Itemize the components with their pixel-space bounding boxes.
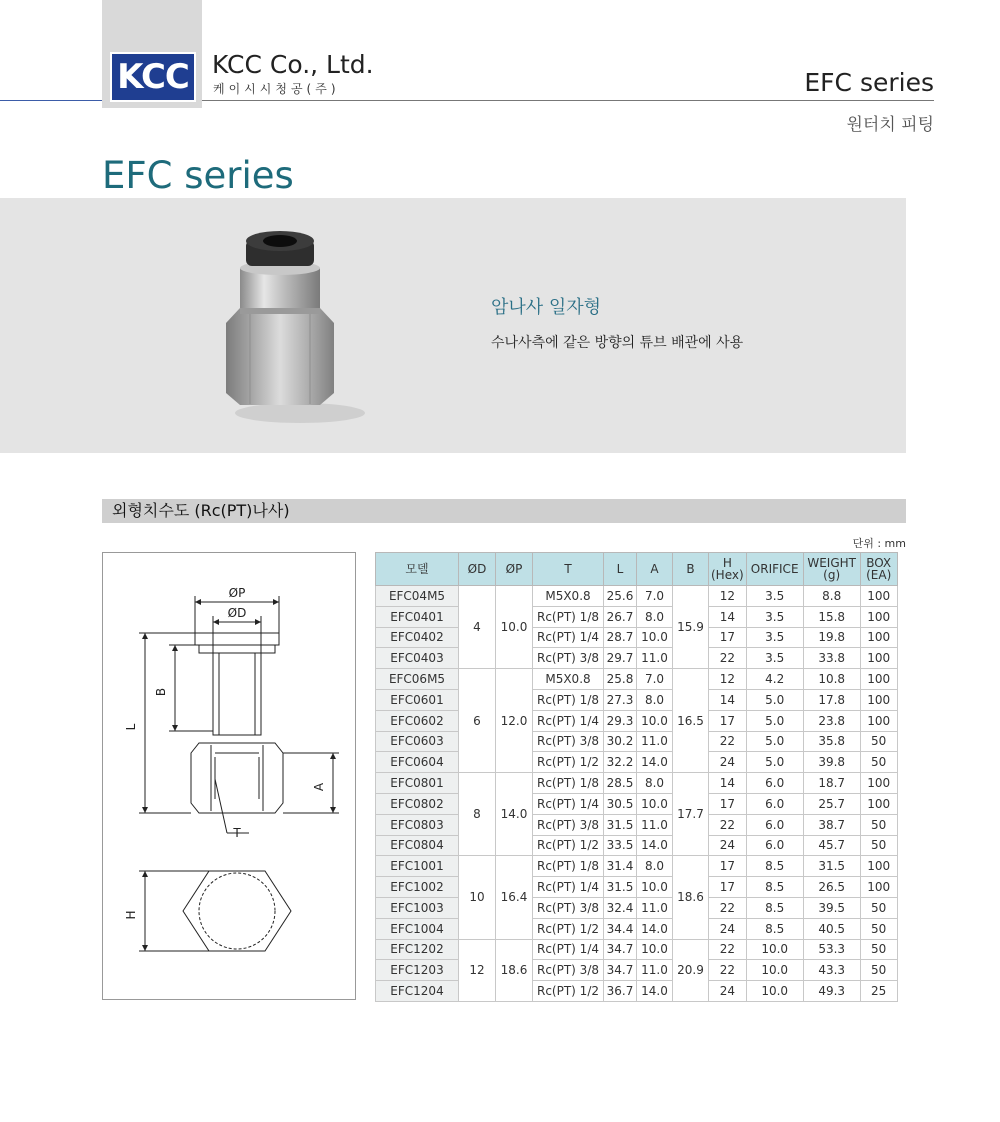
cell-l: 27.3 [604,689,637,710]
dimension-drawing [102,552,356,1000]
spec-table-body [376,586,898,1002]
cell-t: Rc(PT) 1/4 [533,877,604,898]
cell-h: 17 [709,710,747,731]
cell-od: 12 [459,939,496,1001]
cell-a: 11.0 [637,814,673,835]
table-row [376,981,898,1002]
cell-orifice: 8.5 [746,918,803,939]
cell-l: 31.5 [604,877,637,898]
cell-weight: 19.8 [803,627,860,648]
cell-a: 11.0 [637,648,673,669]
table-row [376,856,898,877]
page-title: EFC series [102,154,294,197]
table-row [376,793,898,814]
table-row [376,939,898,960]
cell-od: 10 [459,856,496,939]
cell-h: 22 [709,897,747,918]
company-logo [110,52,196,102]
cell-a: 10.0 [637,710,673,731]
cell-h: 22 [709,939,747,960]
cell-orifice: 3.5 [746,586,803,607]
cell-h: 12 [709,669,747,690]
cell-op: 12.0 [496,669,533,773]
cell-model: EFC1202 [376,939,459,960]
header-l: L [604,553,637,586]
cell-l: 36.7 [604,981,637,1002]
cell-t: Rc(PT) 1/8 [533,689,604,710]
cell-h: 14 [709,773,747,794]
cell-t: Rc(PT) 1/4 [533,939,604,960]
cell-model: EFC0601 [376,689,459,710]
header-divider-accent [0,100,102,101]
cell-l: 25.8 [604,669,637,690]
cell-a: 8.0 [637,606,673,627]
cell-box: 100 [860,856,897,877]
series-label: EFC series [804,68,934,97]
cell-box: 100 [860,877,897,898]
cell-t: Rc(PT) 1/4 [533,710,604,731]
cell-box: 50 [860,960,897,981]
cell-model: EFC1204 [376,981,459,1002]
header-weight: WEIGHT (g) [803,553,860,586]
cell-b: 17.7 [673,773,709,856]
cell-l: 31.4 [604,856,637,877]
cell-weight: 53.3 [803,939,860,960]
header-model: 모델 [376,553,459,586]
cell-a: 14.0 [637,752,673,773]
cell-box: 100 [860,648,897,669]
cell-orifice: 8.5 [746,877,803,898]
cell-b: 16.5 [673,669,709,773]
cell-box: 100 [860,689,897,710]
cell-box: 100 [860,710,897,731]
cell-model: EFC1002 [376,877,459,898]
cell-h: 22 [709,814,747,835]
cell-h: 24 [709,752,747,773]
cell-model: EFC0803 [376,814,459,835]
cell-od: 8 [459,773,496,856]
cell-t: Rc(PT) 1/8 [533,773,604,794]
cell-a: 11.0 [637,897,673,918]
cell-b: 18.6 [673,856,709,939]
cell-box: 50 [860,918,897,939]
cell-model: EFC0602 [376,710,459,731]
header-t: T [533,553,604,586]
cell-model: EFC1003 [376,897,459,918]
cell-l: 34.7 [604,939,637,960]
table-row [376,669,898,690]
product-description: 수나사측에 같은 방향의 튜브 배관에 사용 [491,335,744,351]
cell-h: 24 [709,835,747,856]
spec-table [375,552,898,1002]
table-row [376,689,898,710]
cell-h: 14 [709,689,747,710]
table-row [376,752,898,773]
cell-t: Rc(PT) 1/2 [533,918,604,939]
cell-l: 32.2 [604,752,637,773]
cell-t: Rc(PT) 1/8 [533,606,604,627]
table-header-row [376,553,898,586]
cell-weight: 40.5 [803,918,860,939]
cell-l: 26.7 [604,606,637,627]
cell-model: EFC06M5 [376,669,459,690]
cell-weight: 35.8 [803,731,860,752]
cell-weight: 8.8 [803,586,860,607]
cell-l: 33.5 [604,835,637,856]
cell-box: 100 [860,793,897,814]
table-row [376,710,898,731]
cell-weight: 15.8 [803,606,860,627]
section-title: 외형치수도 (Rc(PT)나사) [112,501,290,520]
cell-t: Rc(PT) 1/2 [533,752,604,773]
cell-model: EFC0801 [376,773,459,794]
table-row [376,606,898,627]
cell-weight: 31.5 [803,856,860,877]
header-b: B [673,553,709,586]
cell-orifice: 5.0 [746,710,803,731]
cell-box: 25 [860,981,897,1002]
cell-op: 14.0 [496,773,533,856]
cell-h: 24 [709,918,747,939]
cell-t: Rc(PT) 1/2 [533,835,604,856]
table-row [376,648,898,669]
cell-orifice: 10.0 [746,981,803,1002]
cell-a: 11.0 [637,960,673,981]
dim-label-h: H [124,910,138,920]
cell-t: Rc(PT) 1/8 [533,856,604,877]
cell-weight: 38.7 [803,814,860,835]
cell-box: 100 [860,606,897,627]
cell-h: 12 [709,586,747,607]
cell-box: 50 [860,897,897,918]
cell-h: 24 [709,981,747,1002]
header-h: H (Hex) [709,553,747,586]
cell-l: 30.5 [604,793,637,814]
product-hero [0,198,906,453]
table-row [376,586,898,607]
cell-weight: 39.8 [803,752,860,773]
cell-model: EFC0401 [376,606,459,627]
cell-l: 29.7 [604,648,637,669]
cell-a: 7.0 [637,586,673,607]
cell-box: 100 [860,669,897,690]
company-korean-name: 케이시시청공(주) [213,82,340,96]
cell-weight: 39.5 [803,897,860,918]
product-image [0,198,906,453]
cell-orifice: 6.0 [746,773,803,794]
cell-box: 50 [860,814,897,835]
table-row [376,731,898,752]
cell-orifice: 6.0 [746,793,803,814]
cell-a: 10.0 [637,793,673,814]
dim-label-l: L [124,723,138,731]
cell-box: 100 [860,773,897,794]
cell-a: 7.0 [637,669,673,690]
cell-l: 34.4 [604,918,637,939]
dim-label-p: ØP [228,586,246,600]
cell-orifice: 5.0 [746,689,803,710]
cell-weight: 45.7 [803,835,860,856]
cell-a: 14.0 [637,835,673,856]
dim-label-d: ØD [227,606,247,620]
header-orifice: ORIFICE [746,553,803,586]
dim-label-t: T [233,826,241,840]
cell-model: EFC0403 [376,648,459,669]
cell-a: 11.0 [637,731,673,752]
cell-l: 30.2 [604,731,637,752]
cell-weight: 25.7 [803,793,860,814]
cell-t: Rc(PT) 3/8 [533,731,604,752]
cell-h: 17 [709,793,747,814]
cell-a: 10.0 [637,877,673,898]
table-row [376,835,898,856]
header-divider [202,100,934,101]
cell-h: 22 [709,731,747,752]
cell-op: 16.4 [496,856,533,939]
cell-op: 10.0 [496,586,533,669]
dimension-drawing-svg [103,553,357,1001]
cell-a: 8.0 [637,856,673,877]
cell-h: 17 [709,627,747,648]
table-row [376,877,898,898]
cell-h: 22 [709,960,747,981]
table-row [376,960,898,981]
cell-weight: 17.8 [803,689,860,710]
cell-model: EFC1004 [376,918,459,939]
cell-t: Rc(PT) 3/8 [533,897,604,918]
cell-weight: 23.8 [803,710,860,731]
product-type-title: 암나사 일자형 [491,297,602,318]
cell-model: EFC0603 [376,731,459,752]
table-row [376,814,898,835]
cell-h: 17 [709,856,747,877]
cell-box: 50 [860,752,897,773]
cell-t: Rc(PT) 3/8 [533,814,604,835]
cell-a: 10.0 [637,627,673,648]
cell-orifice: 3.5 [746,648,803,669]
header-od: ØD [459,553,496,586]
cell-l: 29.3 [604,710,637,731]
logo-text: KCC [117,57,189,97]
cell-t: Rc(PT) 3/8 [533,648,604,669]
cell-weight: 18.7 [803,773,860,794]
cell-model: EFC04M5 [376,586,459,607]
cell-weight: 49.3 [803,981,860,1002]
cell-op: 18.6 [496,939,533,1001]
cell-orifice: 3.5 [746,606,803,627]
cell-orifice: 6.0 [746,835,803,856]
company-name: KCC Co., Ltd. [212,50,374,79]
cell-model: EFC0402 [376,627,459,648]
cell-box: 100 [860,627,897,648]
cell-t: M5X0.8 [533,669,604,690]
cell-orifice: 8.5 [746,897,803,918]
cell-weight: 26.5 [803,877,860,898]
table-row [376,773,898,794]
table-row [376,897,898,918]
header-a: A [637,553,673,586]
cell-weight: 33.8 [803,648,860,669]
cell-h: 22 [709,648,747,669]
cell-orifice: 5.0 [746,731,803,752]
cell-h: 14 [709,606,747,627]
cell-od: 6 [459,669,496,773]
cell-od: 4 [459,586,496,669]
cell-h: 17 [709,877,747,898]
cell-orifice: 6.0 [746,814,803,835]
cell-t: Rc(PT) 1/2 [533,981,604,1002]
header-op: ØP [496,553,533,586]
cell-orifice: 8.5 [746,856,803,877]
cell-box: 50 [860,939,897,960]
table-row [376,918,898,939]
cell-a: 14.0 [637,981,673,1002]
cell-orifice: 4.2 [746,669,803,690]
cell-orifice: 5.0 [746,752,803,773]
cell-model: EFC0804 [376,835,459,856]
cell-l: 28.5 [604,773,637,794]
cell-b: 15.9 [673,586,709,669]
cell-box: 50 [860,731,897,752]
cell-weight: 43.3 [803,960,860,981]
cell-model: EFC0802 [376,793,459,814]
cell-t: Rc(PT) 1/4 [533,793,604,814]
cell-model: EFC1001 [376,856,459,877]
unit-label: 단위 : mm [852,537,906,550]
cell-t: M5X0.8 [533,586,604,607]
cell-l: 28.7 [604,627,637,648]
cell-l: 31.5 [604,814,637,835]
cell-model: EFC0604 [376,752,459,773]
cell-l: 25.6 [604,586,637,607]
table-row [376,627,898,648]
cell-weight: 10.8 [803,669,860,690]
dim-label-a: A [312,782,326,792]
cell-model: EFC1203 [376,960,459,981]
cell-a: 8.0 [637,773,673,794]
cell-b: 20.9 [673,939,709,1001]
cell-t: Rc(PT) 1/4 [533,627,604,648]
cell-box: 100 [860,586,897,607]
cell-t: Rc(PT) 3/8 [533,960,604,981]
cell-a: 10.0 [637,939,673,960]
cell-l: 32.4 [604,897,637,918]
cell-a: 8.0 [637,689,673,710]
cell-orifice: 10.0 [746,960,803,981]
dim-label-b: B [154,687,168,697]
cell-l: 34.7 [604,960,637,981]
header-box: BOX (EA) [860,553,897,586]
cell-orifice: 10.0 [746,939,803,960]
cell-a: 14.0 [637,918,673,939]
cell-box: 50 [860,835,897,856]
series-subtitle: 원터치 피팅 [846,115,934,135]
cell-orifice: 3.5 [746,627,803,648]
